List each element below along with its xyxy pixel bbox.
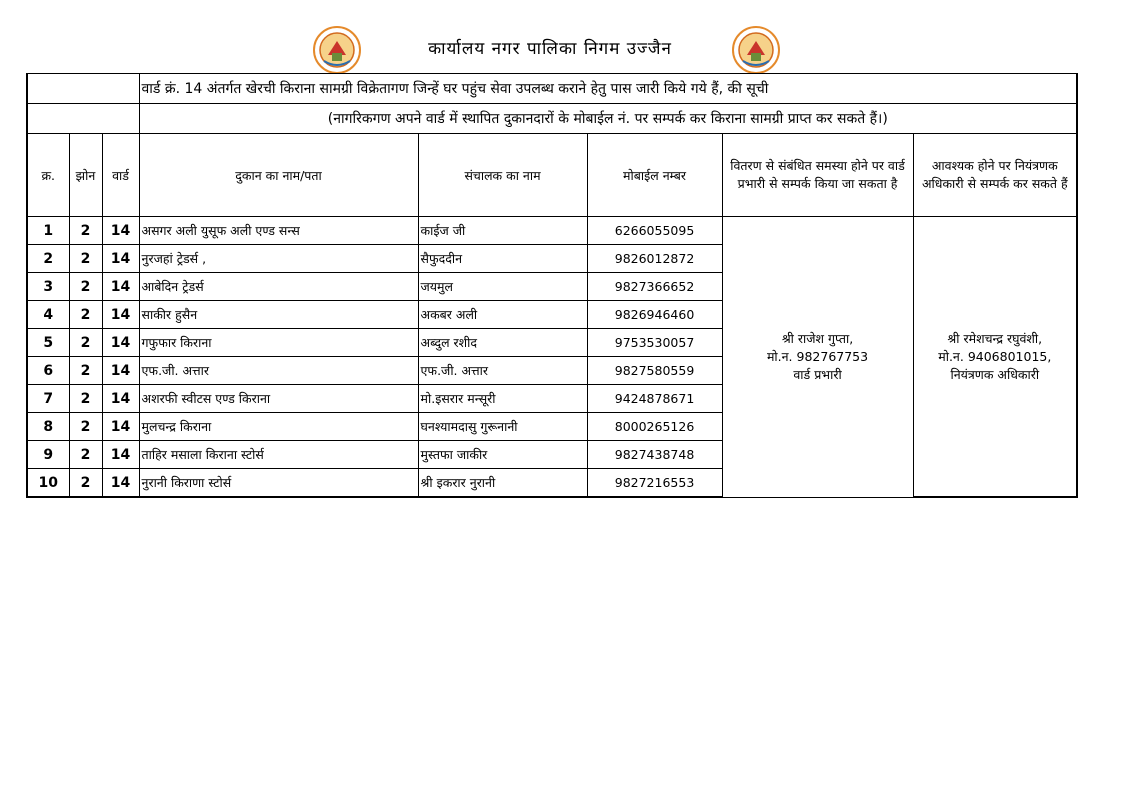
- shop-list-table: [26, 73, 1078, 498]
- column-header-ward-incharge: वितरण से संबंधित समस्या होने पर वार्ड प्रभारी से सम्पर्क किया जा सकता है: [722, 134, 913, 217]
- table-header-row: [27, 134, 1077, 217]
- ward-incharge-mobile: मो.न. 982767753: [766, 348, 869, 364]
- controlling-officer-mobile: मो.न. 9406801015,: [938, 348, 1052, 364]
- ward-incharge-name: श्री राजेश गुप्ता,: [781, 330, 854, 346]
- table-row: 5 2 14 गफुफार किराना अब्दुल रशीद 9753530057: [27, 329, 1077, 357]
- column-header-controlling-officer: आवश्यक होने पर नियंत्रणक अधिकारी से सम्पर्क कर सकते हैं: [913, 134, 1077, 217]
- table-row: 8 2 14 मुलचन्द्र किराना घनश्यामदासु गुरूनानी 8000265126: [27, 413, 1077, 441]
- ward-incharge-contact: [722, 217, 913, 498]
- table-row: 6 2 14 एफ.जी. अत्तार एफ.जी. अत्तार 9827580559: [27, 357, 1077, 385]
- column-header-mobile: मोबाईल नम्बर: [587, 134, 722, 217]
- table-row: 10 2 14 नुरानी किराणा स्टोर्स श्री इकरार नुरानी 9827216553: [27, 469, 1077, 498]
- controlling-officer-name: श्री रमेशचन्द्र रघुवंशी,: [947, 330, 1043, 346]
- ward-incharge-designation: वार्ड प्रभारी: [793, 366, 842, 382]
- controlling-officer-contact: [913, 217, 1077, 498]
- notice-line-2: (नागरिकगण अपने वार्ड में स्थापित दुकानदारों के मोबाईल नं. पर सम्पर्क कर किराना सामग्री प्राप्त कर सकते हैं।): [139, 104, 1077, 134]
- column-header-ward: वार्ड: [102, 134, 139, 217]
- column-header-shop: दुकान का नाम/पता: [139, 134, 418, 217]
- table-row: 2 2 14 नुरजहां ट्रेडर्स , सैफुददीन 9826012872: [27, 245, 1077, 273]
- table-row: 4 2 14 साकीर हुसैन अकबर अली 9826946460: [27, 301, 1077, 329]
- municipal-emblem-icon: [731, 25, 781, 75]
- notice-line-1: वार्ड क्रं. 14 अंतर्गत खेरची किराना सामग्री विक्रेतागण जिन्हें घर पहुंच सेवा उपलब्ध कराने हेतु पास जारी किये गये हैं, की सूची: [139, 74, 1077, 104]
- table-row: 3 2 14 आबेदिन ट्रेडर्स जयमुल 9827366652: [27, 273, 1077, 301]
- table-row: 9 2 14 ताहिर मसाला किराना स्टोर्स मुस्तफा जाकीर 9827438748: [27, 441, 1077, 469]
- table-row: 1 2 14 असगर अली युसूफ अली एण्ड सन्स काईज जी 6266055095 श्री राजेश गुप्ता, मो.न. 982767753 वार्ड प्रभारी श्री रमेशचन्द्र रघुवंशी, मो.न. 9406801015, नियंत्रणक अधिकारी: [27, 217, 1077, 245]
- page-title: कार्यालय नगर पालिका निगम उज्जैन: [428, 39, 672, 59]
- column-header-sno: क्र.: [27, 134, 69, 217]
- table-row: 7 2 14 अशरफी स्वीटस एण्ड किराना मो.इसरार मन्सूरी 9424878671: [27, 385, 1077, 413]
- controlling-officer-designation: नियंत्रणक अधिकारी: [950, 366, 1040, 382]
- column-header-operator: संचालक का नाम: [418, 134, 587, 217]
- column-header-zone: झोन: [69, 134, 102, 217]
